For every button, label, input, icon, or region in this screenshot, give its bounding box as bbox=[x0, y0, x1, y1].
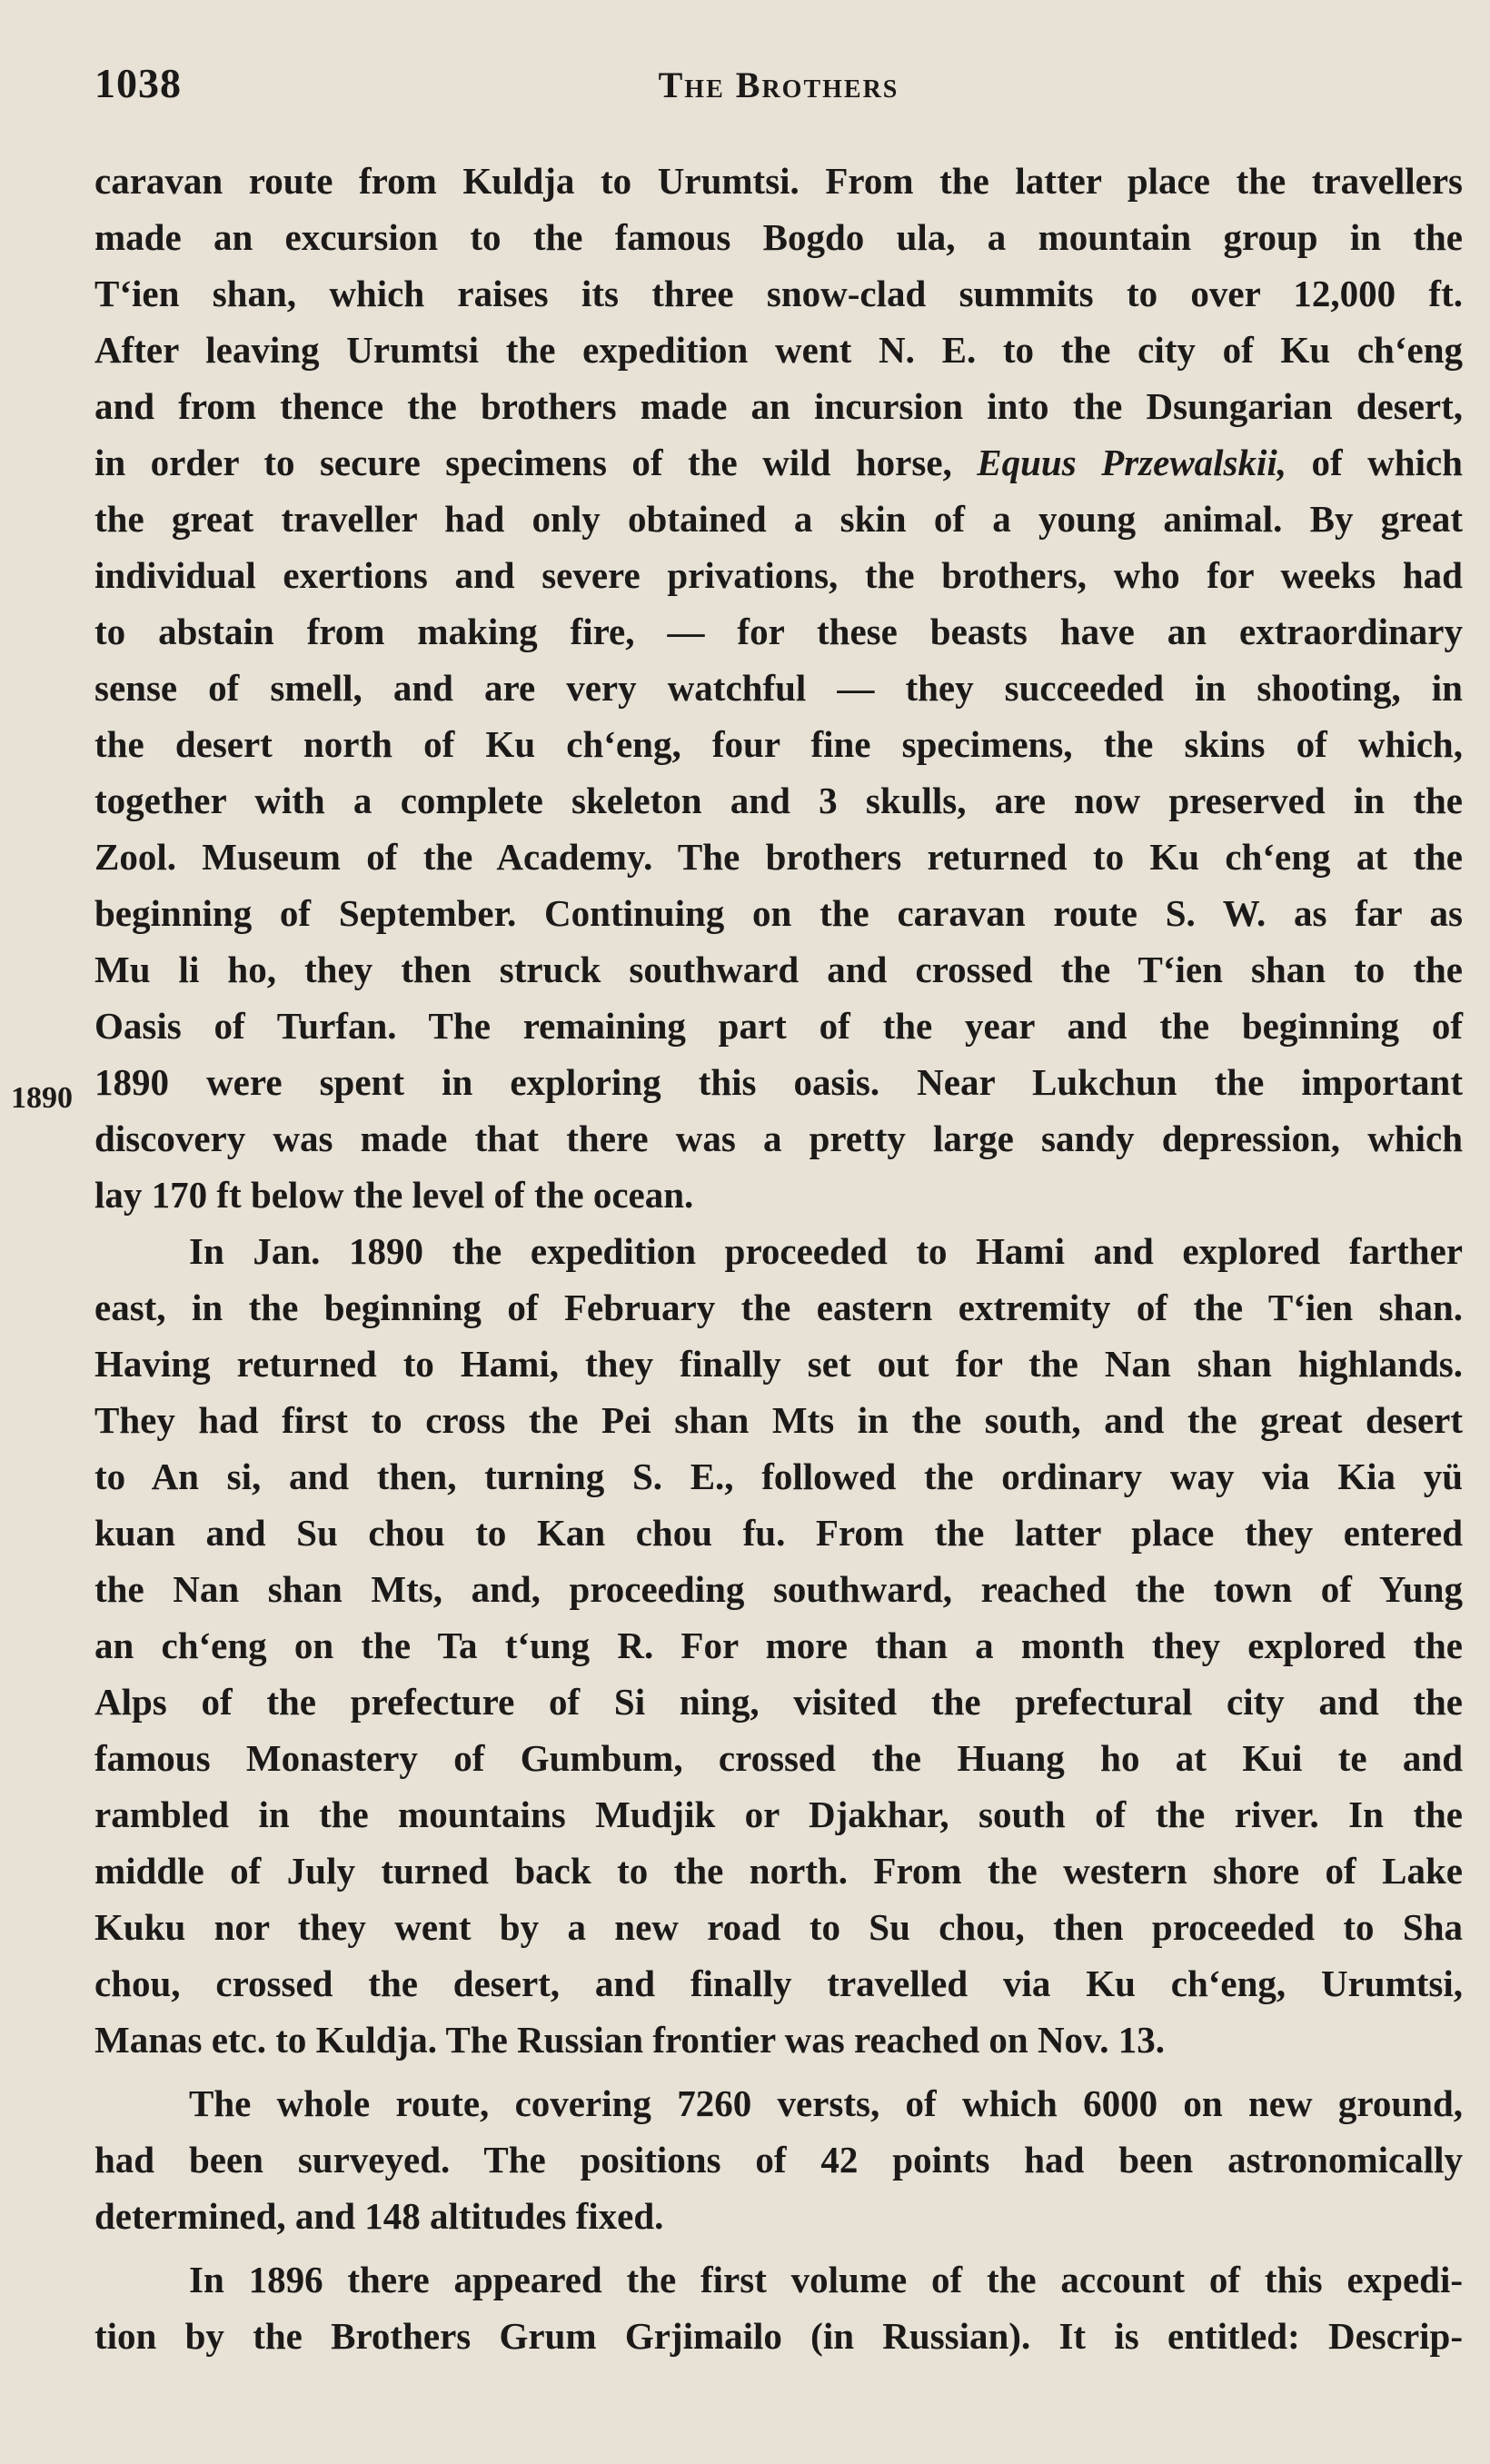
text-line: They had first to cross the Pei shan Mts in the south, and the great desert bbox=[94, 1399, 1463, 1441]
text-line-with-italic bbox=[94, 434, 1463, 491]
text-line: discovery was made that there was a pretty large sandy depression, which bbox=[94, 1118, 1463, 1159]
text-line: together with a complete skeleton and 3 skulls, are now preserved in the bbox=[94, 780, 1463, 821]
text-line: Having returned to Hami, they finally set out for the Nan shan highlands. bbox=[94, 1343, 1463, 1385]
text-line: Mu li ho, they then struck southward and crossed the Tʻien shan to the bbox=[94, 949, 1463, 990]
text-segment: of which bbox=[1286, 442, 1463, 483]
text-line: Manas etc. to Kuldja. The Russian frontier was reached on Nov. 13. bbox=[94, 2019, 1166, 2061]
text-line: to abstain from making fire, — for these beasts have an extraordinary bbox=[94, 611, 1463, 652]
text-line: tion by the Brothers Grum Grjimailo (in Russian). It is entitled: Descrip- bbox=[94, 2315, 1463, 2357]
body-text bbox=[94, 153, 1463, 2364]
text-line: caravan route from Kuldja to Urumtsi. From the latter place the travellers bbox=[94, 160, 1463, 202]
text-line: east, in the beginning of February the eastern extremity of the Tʻien shan. bbox=[94, 1287, 1463, 1328]
page-header bbox=[94, 56, 1463, 111]
text-line: middle of July turned back to the north. From the western shore of Lake bbox=[94, 1850, 1463, 1892]
text-segment: in order to secure specimens of the wild horse, bbox=[94, 442, 978, 483]
text-line: Oasis of Turfan. The remaining part of the year and the beginning of bbox=[94, 1005, 1463, 1047]
text-line: the great traveller had only obtained a skin of a young animal. By great bbox=[94, 498, 1463, 540]
text-line: and from thence the brothers made an incursion into the Dsungarian desert, bbox=[94, 385, 1463, 427]
text-line: Alps of the prefecture of Si ning, visited the prefectural city and the bbox=[94, 1681, 1463, 1723]
text-line: to An si, and then, turning S. E., followed the ordinary way via Kia yü bbox=[94, 1456, 1463, 1497]
text-line: After leaving Urumtsi the expedition went N. E. to the city of Ku chʻeng bbox=[94, 329, 1463, 371]
text-line: an chʻeng on the Ta tʻung R. For more than a month they explored the bbox=[94, 1624, 1463, 1666]
text-line: famous Monastery of Gumbum, crossed the Huang ho at Kui te and bbox=[94, 1737, 1463, 1779]
text-line: sense of smell, and are very watchful — they succeeded in shooting, in bbox=[94, 667, 1463, 709]
text-line: In Jan. 1890 the expedition proceeded to Hami and explored farther bbox=[189, 1230, 1463, 1272]
paragraph-gap bbox=[94, 2244, 1463, 2251]
text-line: the desert north of Ku chʻeng, four fine specimens, the skins of which, bbox=[94, 723, 1463, 765]
text-line: lay 170 ft below the level of the ocean. bbox=[94, 1174, 694, 1216]
text-line: the Nan shan Mts, and, proceeding southward, reached the town of Yung bbox=[94, 1568, 1463, 1610]
text-line: made an excursion to the famous Bogdo ula, a mountain group in the bbox=[94, 216, 1463, 258]
text-line: had been surveyed. The positions of 42 points had been astronomically bbox=[94, 2139, 1463, 2181]
paragraph-gap bbox=[94, 2068, 1463, 2075]
text-line: Kuku nor they went by a new road to Su chou, then proceeded to Sha bbox=[94, 1906, 1463, 1948]
page-number: 1038 bbox=[94, 60, 182, 106]
text-line: kuan and Su chou to Kan chou fu. From the latter place they entered bbox=[94, 1512, 1463, 1554]
text-line: rambled in the mountains Mudjik or Djakhar, south of the river. In the bbox=[94, 1793, 1463, 1835]
text-line: Tʻien shan, which raises its three snow-clad summits to over 12,000 ft. bbox=[94, 273, 1463, 314]
text-line: beginning of September. Continuing on the caravan route S. W. as far as bbox=[94, 892, 1463, 934]
text-line: In 1896 there appeared the first volume of the account of this expedi- bbox=[189, 2259, 1463, 2300]
text-line: chou, crossed the desert, and finally travelled via Ku chʻeng, Urumtsi, bbox=[94, 1962, 1463, 2004]
margin-year-note: 1890 bbox=[11, 1081, 73, 1115]
text-line: 1890 were spent in exploring this oasis. Near Lukchun the important bbox=[94, 1061, 1463, 1103]
text-line: The whole route, covering 7260 versts, of which 6000 on new ground, bbox=[189, 2082, 1463, 2124]
species-name-italic: Equus Przewalskii, bbox=[977, 442, 1287, 483]
text-line: determined, and 148 altitudes fixed. bbox=[94, 2195, 664, 2237]
running-head: The Brothers bbox=[658, 65, 899, 105]
text-line: Zool. Museum of the Academy. The brothers returned to Ku chʻeng at the bbox=[94, 836, 1463, 878]
text-line: individual exertions and severe privations, the brothers, who for weeks had bbox=[94, 554, 1463, 596]
